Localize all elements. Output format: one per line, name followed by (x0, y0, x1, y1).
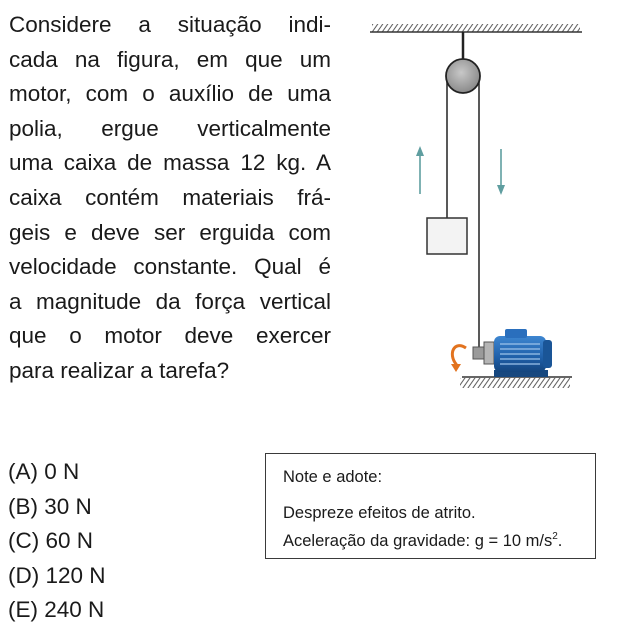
note-gravity-suffix: . (557, 532, 563, 550)
note-gravity-exponent: 2 (552, 531, 558, 542)
question-line: velocidade constante. Qual é (9, 254, 331, 280)
arrow-down-icon (497, 149, 505, 195)
option-c[interactable]: (C) 60 N (8, 528, 94, 554)
option-d[interactable]: (D) 120 N (8, 562, 106, 588)
question-line: geis e deve ser erguida com (9, 219, 331, 245)
pulley-motor-figure (360, 18, 590, 403)
pulley (446, 59, 480, 93)
ground (460, 377, 572, 388)
question-line: polia, ergue verticalmente (9, 115, 331, 141)
option-b[interactable]: (B) 30 N (8, 493, 92, 519)
question-line: cada na figura, em que um (9, 46, 331, 72)
question-line: motor, com o auxílio de uma (9, 81, 331, 107)
motor-icon (473, 329, 552, 377)
question-line: Considere a situação indi- (9, 12, 331, 37)
question-line: caixa contém materiais frá- (9, 184, 331, 210)
note-friction: Despreze efeitos de atrito. (283, 504, 476, 522)
question-line: que o motor deve exercer (9, 323, 331, 349)
note-gravity-text: Aceleração da gravidade: g = 10 m/s (283, 532, 553, 550)
option-a[interactable]: (A) 0 N (8, 459, 80, 484)
ceiling (370, 24, 582, 32)
question-line: para realizar a tarefa? (9, 357, 230, 383)
question-line: uma caixa de massa 12 kg. A (9, 150, 331, 176)
question-line: a magnitude da força vertical (9, 288, 331, 314)
answer-options (8, 455, 106, 628)
arrow-up-icon (416, 146, 424, 194)
note-title: Note e adote: (283, 468, 383, 486)
option-e[interactable]: (E) 240 N (8, 597, 105, 623)
question-text (9, 8, 331, 389)
box (427, 218, 467, 254)
note-box (265, 453, 596, 559)
note-gravity (283, 530, 595, 552)
rotation-arrow-icon (451, 346, 466, 372)
